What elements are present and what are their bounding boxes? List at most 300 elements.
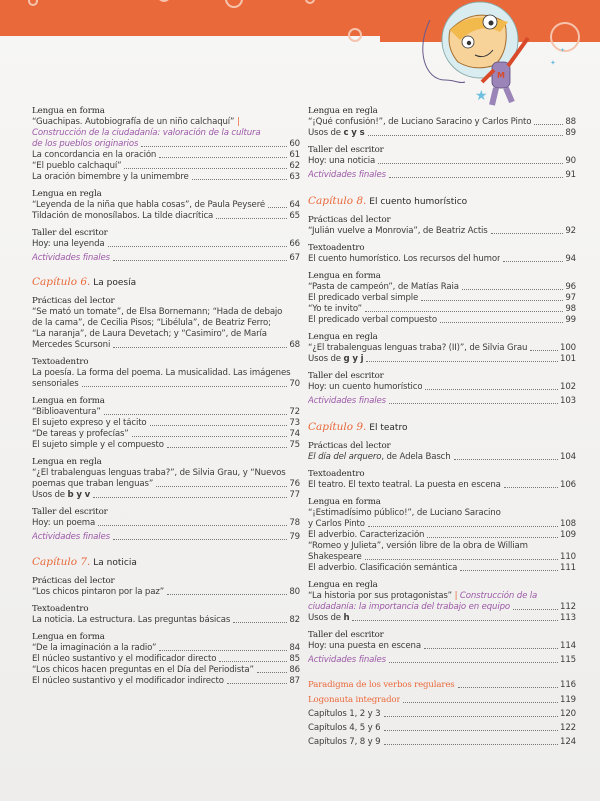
toc-entry[interactable]	[308, 641, 576, 652]
dot-leader	[530, 350, 558, 351]
page-number: 97	[565, 293, 576, 303]
dot-leader	[454, 459, 558, 460]
toc-entry[interactable]	[308, 343, 576, 354]
toc-entry[interactable]	[308, 382, 576, 393]
bubble-decoration	[225, 0, 243, 8]
entry-text-line: “La naranja”, de Laura Devetach; y “Casimiro”, de María	[32, 329, 267, 339]
entry-text: El adverbio. Clasificación semántica	[308, 563, 458, 573]
toc-entry[interactable]	[32, 643, 300, 654]
entry-text: “El pueblo calchaquí”	[32, 161, 122, 171]
toc-entry[interactable]	[308, 293, 576, 304]
dot-leader	[98, 525, 287, 526]
toc-entry[interactable]	[32, 418, 300, 429]
page-number: 111	[560, 563, 576, 573]
chapter-heading-8[interactable]	[308, 195, 576, 208]
section-practicas-del-lector	[32, 296, 300, 351]
entry-text: Hoy: un cuento humorístico	[308, 382, 423, 392]
section-taller-del-escritor	[308, 371, 576, 407]
toc-entry[interactable]	[308, 128, 576, 139]
toc-entry[interactable]	[308, 354, 576, 365]
toc-entry[interactable]	[32, 440, 300, 451]
section-title: Lengua en forma	[32, 632, 105, 642]
page-number: 74	[289, 429, 300, 439]
section-title: Taller del escritor	[32, 228, 108, 238]
section-title: Taller del escritor	[308, 630, 384, 640]
section-title: Lengua en forma	[32, 396, 105, 406]
chapter-number: Capítulo 6.	[32, 276, 91, 288]
bubble-decoration	[158, 0, 170, 2]
entry-text: sensoriales	[32, 379, 79, 389]
entry-text: El predicado verbal compuesto	[308, 315, 437, 325]
entry-text: El teatro. El texto teatral. La puesta en escena	[308, 480, 501, 490]
page-number: 72	[289, 407, 300, 417]
dot-leader	[124, 168, 287, 169]
toc-entry[interactable]	[308, 226, 576, 237]
toc-entry[interactable]	[32, 676, 300, 687]
dot-leader	[268, 207, 287, 208]
dot-leader	[365, 311, 563, 312]
page-number: 86	[289, 665, 300, 675]
entry-text: “Julián vuelve a Monrovia”, de Beatriz Actis	[308, 226, 488, 236]
page-number: 76	[289, 479, 300, 489]
page-number: 88	[565, 117, 576, 127]
toc-entry[interactable]	[32, 665, 300, 676]
page-number: 98	[565, 304, 576, 314]
page-number: 73	[289, 418, 300, 428]
dot-leader	[219, 661, 287, 662]
dot-leader	[167, 594, 287, 595]
dot-leader	[421, 300, 563, 301]
toc-entry-actividades-finales[interactable]	[308, 655, 576, 666]
dot-leader	[365, 559, 558, 560]
toc-entry[interactable]	[308, 282, 576, 293]
entry-text: Actividades finales	[32, 253, 110, 263]
page-number: 68	[289, 340, 300, 350]
dot-leader	[257, 672, 288, 673]
page-number: 91	[565, 170, 576, 180]
entry-text: Actividades finales	[32, 532, 110, 542]
section-taller-del-escritor	[32, 228, 300, 264]
entry-text: Logonauta integrador	[308, 695, 401, 705]
section-title: Textoadentro	[308, 469, 365, 479]
toc-right-column	[308, 106, 576, 754]
section-taller-del-escritor	[32, 507, 300, 543]
toc-entry[interactable]	[308, 602, 576, 613]
dot-leader	[150, 425, 288, 426]
entry-text: La concordancia en la oración	[32, 150, 157, 160]
dot-leader	[82, 386, 288, 387]
page-number: 103	[560, 396, 576, 406]
section-title: Taller del escritor	[308, 145, 384, 155]
bubble-decoration	[348, 28, 362, 42]
page-number: 108	[560, 519, 576, 529]
toc-entry[interactable]	[308, 552, 576, 563]
page-number: 99	[565, 315, 576, 325]
page-number: 96	[565, 282, 576, 292]
toc-entry[interactable]	[308, 254, 576, 265]
section-title: Lengua en forma	[308, 271, 381, 281]
page-number: 80	[289, 587, 300, 597]
section-lengua-en-regla	[308, 106, 576, 139]
entry-text: Capítulos 7, 8 y 9	[308, 737, 381, 747]
section-title: Textoadentro	[308, 243, 365, 253]
section-title: Prácticas del lector	[32, 296, 115, 306]
entry-text-line: “Romeo y Julieta”, versión libre de la obra de William	[308, 541, 528, 551]
toc-entry[interactable]	[308, 563, 576, 574]
entry-text: “¿El trabalenguas lenguas traba? (II)”, de Silvia Grau	[308, 343, 528, 353]
page-number: 116	[560, 680, 576, 690]
toc-entry-actividades-finales[interactable]	[32, 253, 300, 264]
entry-text: Capítulos 1, 2 y 3	[308, 709, 381, 719]
entry-text-line: “¿El trabalenguas lenguas traba?”, de Silvia Grau, y “Nuevos	[32, 468, 286, 478]
dot-leader	[159, 157, 287, 158]
page-number: 84	[289, 643, 300, 653]
letters-highlight: g y j	[343, 354, 364, 364]
astronaut-girl-illustration	[420, 0, 600, 110]
toc-entry[interactable]	[32, 161, 300, 172]
entry-text: El sujeto expreso y el tácito	[32, 418, 147, 428]
entry-text: “De tareas y profecías”	[32, 429, 129, 439]
dot-leader	[113, 347, 287, 348]
entry-text: “¡Qué confusión!”, de Luciano Saracino y Carlos Pinto	[308, 117, 532, 127]
section-title: Lengua en regla	[32, 457, 102, 467]
dot-leader	[384, 716, 559, 717]
page-number: 94	[565, 254, 576, 264]
chapter-title: El teatro	[369, 423, 408, 433]
toc-entry-actividades-finales[interactable]	[32, 532, 300, 543]
dot-leader	[167, 447, 288, 448]
page-number: 106	[560, 480, 576, 490]
letters-highlight: b y v	[67, 490, 91, 500]
toc-entry[interactable]	[32, 150, 300, 161]
toc-entry[interactable]	[308, 519, 576, 530]
entry-text: Paradigma de los verbos regulares	[308, 680, 455, 690]
chapter-heading-6[interactable]	[32, 276, 300, 289]
page-number: 104	[560, 452, 576, 462]
section-lengua-en-forma	[308, 271, 576, 326]
section-title: Lengua en regla	[308, 332, 378, 342]
section-lengua-en-regla	[308, 580, 576, 624]
section-taller-del-escritor	[308, 630, 576, 666]
entry-text: “Biblioaventura”	[32, 407, 101, 417]
page-number: 85	[289, 654, 300, 664]
page-number: 102	[560, 382, 576, 392]
chapter-number: Capítulo 7.	[32, 556, 91, 568]
page-number: 75	[289, 440, 300, 450]
section-lengua-en-forma	[308, 497, 576, 574]
dot-leader	[403, 702, 558, 703]
dot-leader	[491, 233, 564, 234]
dot-leader	[389, 662, 558, 663]
entry-text: Capítulos 4, 5 y 6	[308, 723, 381, 733]
dot-leader	[93, 497, 287, 498]
page-number: 78	[289, 518, 300, 528]
toc-entry[interactable]	[32, 200, 300, 211]
page-number: 101	[560, 354, 576, 364]
entry-text-line: “Se mató un tomate”, de Elsa Bornemann; “Hada de debajo	[32, 307, 283, 317]
toc-entry[interactable]	[308, 530, 576, 541]
ciudadania-text: Construcción de la	[459, 591, 538, 601]
dot-leader	[424, 648, 558, 649]
section-title: Textoadentro	[32, 604, 89, 614]
entry-text: “Guachipas. Autobiografía de un niño calchaquí”	[32, 117, 235, 127]
letters-highlight: c y s	[343, 128, 365, 138]
svg-text:★: ★	[475, 88, 488, 104]
page-number: 113	[560, 613, 576, 623]
toc-entry[interactable]	[32, 379, 300, 390]
section-lengua-en-regla	[32, 189, 300, 222]
chapter-heading-7[interactable]	[32, 556, 300, 569]
entry-text: El núcleo sustantivo y el modificador indirecto	[32, 676, 224, 686]
appendix-section	[308, 680, 576, 748]
svg-text:✦: ✦	[560, 47, 566, 54]
page-number: 87	[289, 676, 300, 686]
entry-text: Shakespeare	[308, 552, 362, 562]
dot-leader	[216, 218, 287, 219]
toc-entry[interactable]	[32, 429, 300, 440]
toc-entry[interactable]	[308, 315, 576, 326]
section-textoadentro	[32, 604, 300, 626]
page-number: 64	[289, 200, 300, 210]
page-number: 90	[565, 156, 576, 166]
entry-text: , de Adela Basch	[381, 452, 451, 462]
entry-text: El cuento humorístico. Los recursos del humor	[308, 254, 501, 264]
bubble-decoration	[305, 0, 315, 4]
section-practicas-del-lector	[308, 215, 576, 237]
section-lengua-en-regla	[308, 332, 576, 365]
entry-text: Actividades finales	[308, 655, 386, 665]
toc-entry-logonauta[interactable]	[308, 695, 576, 706]
toc-entry-actividades-finales[interactable]	[308, 170, 576, 181]
section-title: Textoadentro	[32, 357, 89, 367]
letters-highlight: h	[343, 613, 350, 623]
page-number: 63	[289, 172, 300, 182]
dot-leader	[389, 177, 563, 178]
toc-entry-actividades-finales[interactable]	[308, 396, 576, 407]
entry-text: Usos de	[308, 613, 344, 623]
toc-entry[interactable]	[32, 490, 300, 501]
dot-leader	[513, 609, 558, 610]
toc-entry[interactable]	[308, 723, 576, 734]
dot-leader	[389, 403, 558, 404]
section-title: Prácticas del lector	[308, 215, 391, 225]
dot-leader	[141, 146, 287, 147]
entry-text: “La historia por sus protagonistas”	[308, 591, 452, 601]
entry-text-line: La poesía. La forma del poema. La musicalidad. Las imágenes	[32, 368, 291, 378]
dot-leader	[156, 486, 287, 487]
page-number: 120	[560, 709, 576, 719]
toc-entry[interactable]	[32, 172, 300, 183]
dot-leader	[384, 730, 559, 731]
page-number: 70	[289, 379, 300, 389]
entry-text: Tildación de monosílabos. La tilde diacrítica	[32, 211, 214, 221]
entry-text: La oración bimembre y la unimembre	[32, 172, 189, 182]
entry-text: “Los chicos pintaron por la paz”	[32, 587, 164, 597]
dot-leader	[104, 414, 288, 415]
toc-entry[interactable]	[308, 452, 576, 463]
dot-leader	[384, 744, 559, 745]
toc-entry[interactable]	[32, 479, 300, 490]
page-number: 65	[289, 211, 300, 221]
entry-text-line: “¡Estimadísimo público!”, de Luciano Saracino	[308, 508, 501, 518]
toc-entry[interactable]	[32, 211, 300, 222]
section-lengua-en-forma	[32, 106, 300, 183]
toc-entry[interactable]	[308, 304, 576, 315]
dot-leader	[425, 389, 558, 390]
dot-leader	[113, 260, 287, 261]
dot-leader	[378, 163, 563, 164]
entry-text-line	[308, 591, 576, 602]
entry-text: El adverbio. Caracterización	[308, 530, 425, 540]
dot-leader	[233, 622, 287, 623]
dot-leader	[534, 124, 563, 125]
entry-text: El núcleo sustantivo y el modificador directo	[32, 654, 217, 664]
dot-leader	[458, 687, 559, 688]
section-practicas-del-lector	[308, 441, 576, 463]
section-title: Taller del escritor	[32, 507, 108, 517]
page-number: 114	[560, 641, 576, 651]
entry-text: Actividades finales	[308, 170, 386, 180]
entry-text: Hoy: una puesta en escena	[308, 641, 421, 651]
toc-entry[interactable]	[32, 587, 300, 598]
page-number: 67	[289, 253, 300, 263]
dot-leader	[503, 261, 563, 262]
chapter-number: Capítulo 8.	[308, 195, 367, 207]
ciudadania-text: ciudadanía: la importancia del trabajo en equipo	[308, 602, 510, 612]
toc-entry[interactable]	[308, 737, 576, 748]
dot-leader	[132, 436, 288, 437]
section-textoadentro	[308, 243, 576, 265]
toc-entry[interactable]	[32, 654, 300, 665]
page-number: 82	[289, 615, 300, 625]
dot-leader	[108, 246, 288, 247]
section-lengua-en-forma	[32, 396, 300, 451]
entry-text: Actividades finales	[308, 396, 386, 406]
page-number: 122	[560, 723, 576, 733]
ciudadania-line: Construcción de la ciudadanía: valoración de la cultura	[32, 128, 261, 138]
page-number: 60	[289, 139, 300, 149]
toc-entry[interactable]	[308, 709, 576, 720]
svg-text:M: M	[497, 71, 505, 80]
section-title: Prácticas del lector	[32, 576, 115, 586]
dot-leader	[192, 179, 288, 180]
page-number: 109	[560, 530, 576, 540]
page-number: 110	[560, 552, 576, 562]
page-number: 100	[560, 343, 576, 353]
section-title: Lengua en regla	[308, 580, 378, 590]
separator: |	[454, 591, 458, 601]
section-lengua-en-regla	[32, 457, 300, 501]
entry-text: Hoy: una noticia	[308, 156, 376, 166]
section-title: Taller del escritor	[308, 371, 384, 381]
section-textoadentro	[32, 357, 300, 390]
section-title: Prácticas del lector	[308, 441, 391, 451]
entry-text: La noticia. La estructura. Las preguntas básicas	[32, 615, 231, 625]
page-number: 124	[560, 737, 576, 747]
entry-text: “Pasta de campeón”, de Matías Raia	[308, 282, 459, 292]
toc-entry[interactable]	[32, 407, 300, 418]
dot-leader	[368, 135, 564, 136]
page-number: 89	[565, 128, 576, 138]
dot-leader	[227, 683, 288, 684]
page-number: 112	[560, 602, 576, 612]
section-title: Lengua en forma	[32, 106, 105, 116]
entry-text: El sujeto simple y el compuesto	[32, 440, 164, 450]
entry-text: “Leyenda de la niña que habla cosas”, de Paula Peyseré	[32, 200, 266, 210]
section-title: Lengua en forma	[308, 497, 381, 507]
section-title: Lengua en regla	[32, 189, 102, 199]
dot-leader	[113, 539, 287, 540]
toc-entry[interactable]	[32, 239, 300, 250]
entry-text: “De la imaginación a la radio”	[32, 643, 157, 653]
entry-text-line: de la cama”, de Cecilia Pisos; “Libélula”, de Beatriz Ferro;	[32, 318, 271, 328]
page-number: 77	[289, 490, 300, 500]
dot-leader	[460, 570, 558, 571]
page-number: 61	[289, 150, 300, 160]
toc-entry[interactable]	[308, 480, 576, 491]
toc-left-column	[32, 106, 300, 693]
dot-leader	[366, 361, 558, 362]
dot-leader	[368, 526, 558, 527]
entry-text: Usos de	[308, 354, 344, 364]
page-number: 119	[560, 695, 576, 705]
chapter-title: El cuento humorístico	[369, 197, 468, 207]
dot-leader	[462, 289, 564, 290]
entry-text: El predicado verbal simple	[308, 293, 419, 303]
section-taller-del-escritor	[308, 145, 576, 181]
chapter-title: La poesía	[93, 278, 137, 288]
chapter-heading-9[interactable]	[308, 421, 576, 434]
entry-text: Hoy: una leyenda	[32, 239, 105, 249]
entry-text: Mercedes Scursoni	[32, 340, 111, 350]
book-title: El día del arquero	[308, 452, 382, 462]
toc-entry-line	[32, 117, 300, 128]
entry-text: Usos de	[308, 128, 344, 138]
entry-text: “Yo te invito”	[308, 304, 362, 314]
page-number: 92	[565, 226, 576, 236]
entry-text: Hoy: un poema	[32, 518, 96, 528]
section-practicas-del-lector	[32, 576, 300, 598]
entry-text: “Los chicos hacen preguntas en el Día del Periodista”	[32, 665, 254, 675]
toc-entry-paradigma[interactable]	[308, 680, 576, 691]
entry-text: Usos de	[32, 490, 68, 500]
entry-text: y Carlos Pinto	[308, 519, 365, 529]
toc-entry[interactable]	[308, 117, 576, 128]
page-number: 79	[289, 532, 300, 542]
dot-leader	[159, 650, 287, 651]
dot-leader	[504, 487, 558, 488]
page-number: 66	[289, 239, 300, 249]
section-title: Lengua en regla	[308, 106, 378, 116]
chapter-number: Capítulo 9.	[308, 421, 367, 433]
section-lengua-en-forma	[32, 632, 300, 687]
toc-entry[interactable]	[32, 340, 300, 351]
dot-leader	[352, 620, 558, 621]
dot-leader	[427, 537, 558, 538]
chapter-title: La noticia	[93, 558, 137, 568]
entry-text: de los pueblos originarios	[32, 139, 139, 149]
toc-entry[interactable]	[32, 139, 300, 150]
page-number: 115	[560, 655, 576, 665]
toc-entry[interactable]	[32, 615, 300, 626]
toc-entry[interactable]	[308, 156, 576, 167]
toc-entry[interactable]	[308, 613, 576, 624]
bubble-decoration	[28, 0, 38, 6]
toc-entry[interactable]	[32, 518, 300, 529]
svg-text:✦: ✦	[550, 59, 556, 67]
section-textoadentro	[308, 469, 576, 491]
entry-text: poemas que traban lenguas”	[32, 479, 154, 489]
